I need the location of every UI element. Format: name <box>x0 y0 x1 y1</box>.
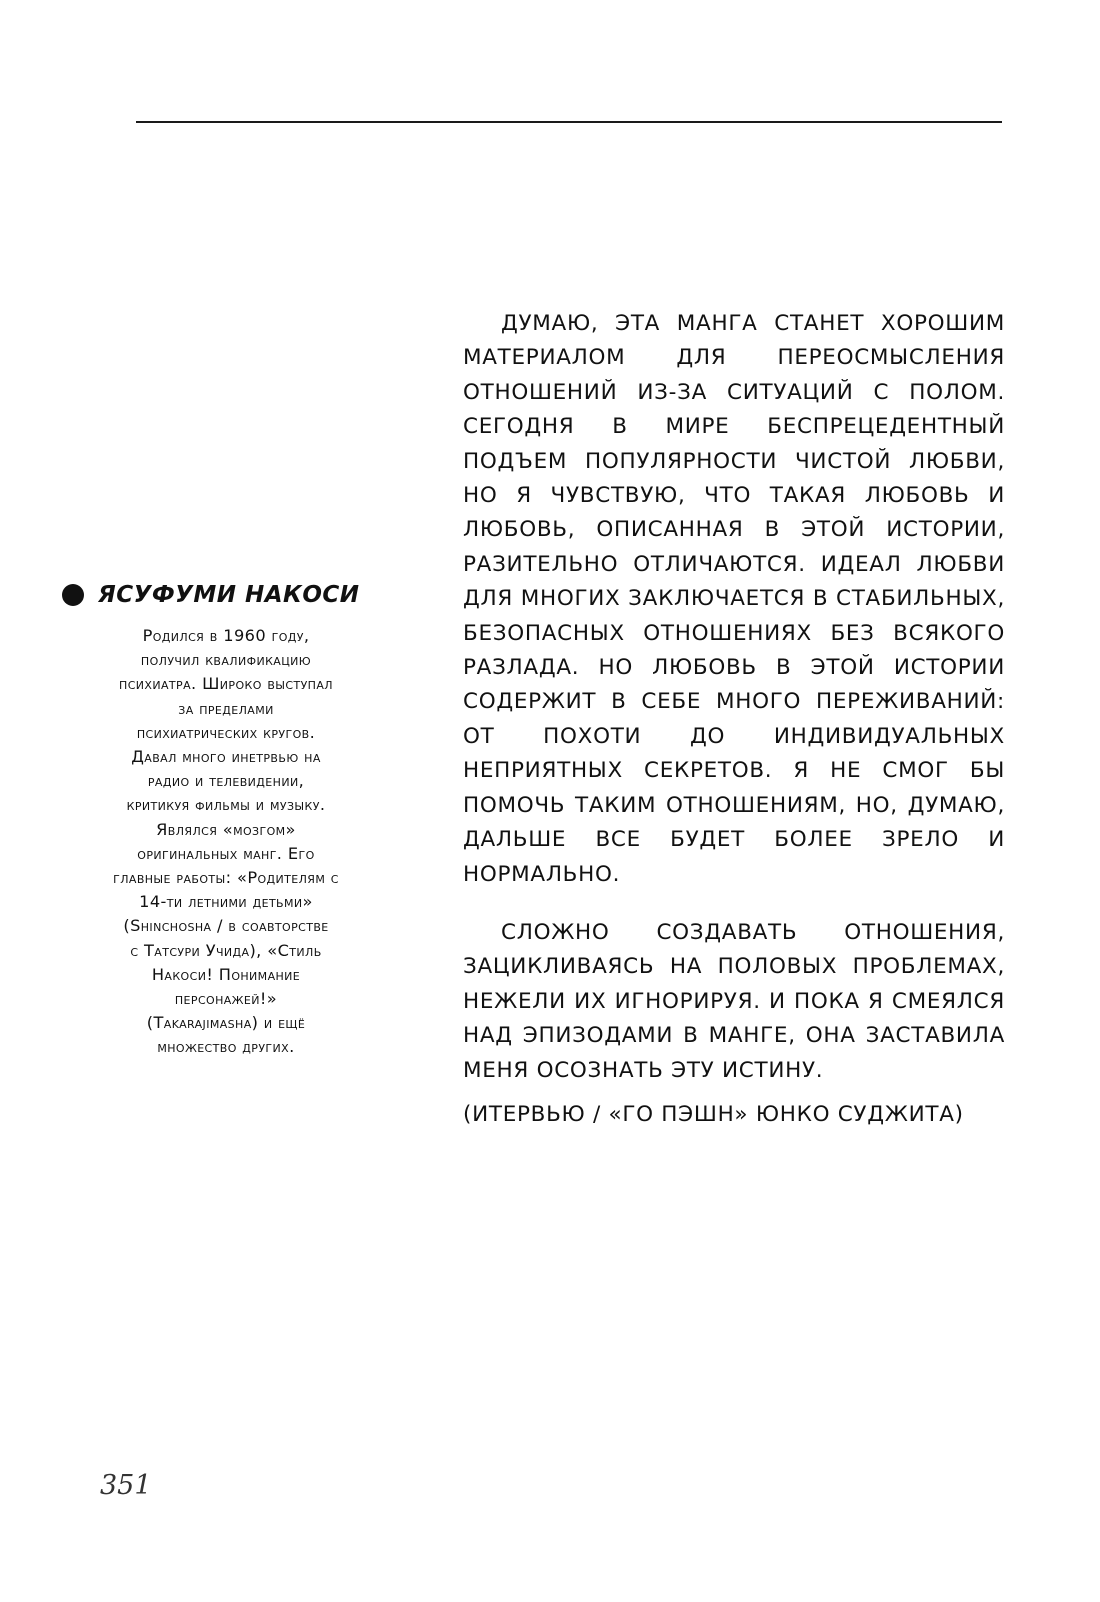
page-number: 351 <box>100 1470 152 1501</box>
author-name: ЯСУФУМИ НАКОСИ <box>98 582 360 608</box>
interview-credit: (ИТЕРВЬЮ / «ГО ПЭШН» ЮНКО СУДЖИТА) <box>463 1101 964 1127</box>
author-bio-sidebar <box>56 578 396 1060</box>
bullet-icon <box>62 584 84 606</box>
paragraph-1: ДУМАЮ, ЭТА МАНГА СТАНЕТ ХОРОШИМ МАТЕРИАЛОМ ДЛЯ ПЕРЕОСМЫСЛЕНИЯ ОТНОШЕНИЙ ИЗ-ЗА СИТУАЦИЙ С ПОЛОМ. СЕГОДНЯ В МИРЕ БЕСПРЕЦЕДЕНТНЫЙ ПОДЪЕМ ПОПУЛЯРНОСТИ ЧИСТОЙ ЛЮБВИ, НО Я ЧУВСТВУЮ, ЧТО ТАКАЯ ЛЮБОВЬ И ЛЮБОВЬ, ОПИСАННАЯ В ЭТОЙ ИСТОРИИ, РАЗИТЕЛЬНО ОТЛИЧАЮТСЯ. ИДЕАЛ ЛЮБВИ ДЛЯ МНОГИХ ЗАКЛЮЧАЕТСЯ В СТАБИЛЬНЫХ, БЕЗОПАСНЫХ ОТНОШЕНИЯХ БЕЗ ВСЯКОГО РАЗЛАДА. НО ЛЮБОВЬ В ЭТОЙ ИСТОРИИ СОДЕРЖИТ В СЕБЕ МНОГО ПЕРЕЖИВАНИЙ: ОТ ПОХОТИ ДО ИНДИВИДУАЛЬНЫХ НЕПРИЯТНЫХ СЕКРЕТОВ. Я НЕ СМОГ БЫ ПОМОЧЬ ТАКИМ ОТНОШЕНИЯМ, НО, ДУМАЮ, ДАЛЬШЕ ВСЕ БУДЕТ БОЛЕЕ ЗРЕЛО И НОРМАЛЬНО. <box>463 311 1005 887</box>
top-rule <box>136 121 1002 123</box>
author-heading <box>62 578 396 612</box>
main-text-column <box>463 307 1005 1132</box>
author-bio: Родился в 1960 году, получил квалификацию психиатра. Широко выступал за пределами психиатрических кругов. Давал много инетрвью на радио и телевидении, критикуя фильмы и музыку. Являлся «мозгом» оригинальных манг. Его главные работы: «Родителям с 14-ти летними детьми» (Shinchosha / в соавторстве с Татсури Учида), «Стиль Накоси! Понимание персонажей!» (Takarajimasha) и ещё множество других. <box>113 626 339 1057</box>
paragraph-2: СЛОЖНО СОЗДАВАТЬ ОТНОШЕНИЯ, ЗАЦИКЛИВАЯСЬ НА ПОЛОВЫХ ПРОБЛЕМАХ, НЕЖЕЛИ ИХ ИГНОРИРУЯ. И ПОКА Я СМЕЯЛСЯ НАД ЭПИЗОДАМИ В МАНГЕ, ОНА ЗАСТАВИЛА МЕНЯ ОСОЗНАТЬ ЭТУ ИСТИНУ. <box>463 919 1005 1083</box>
